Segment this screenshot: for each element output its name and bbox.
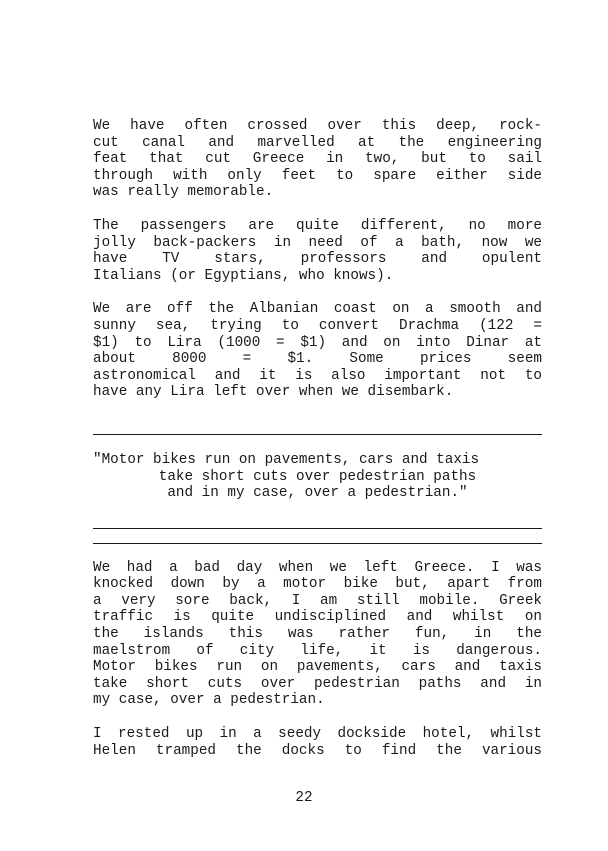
text-line: I rested up in a seedy dockside hotel, whilst [93,726,542,743]
page-number: 22 [295,790,313,806]
text-line: a very sore back, I am still mobile. Greek [93,592,542,609]
page-body [93,118,542,776]
text-line: astronomical and it is also important not to [93,367,542,384]
divider-bottom [93,543,542,544]
text-line: take short cuts over pedestrian paths and in [93,675,542,692]
paragraph-accident [93,560,542,709]
pull-quote-line: and in my case, over a pedestrian." [167,485,468,502]
text-line: knocked down by a motor bike but, apart from [93,576,542,593]
divider-top [93,434,542,435]
text-line: We are off the Albanian coast on a smooth and [93,301,542,318]
pull-quote-line: "Motor bikes run on pavements, cars and taxis [93,451,480,468]
text-line: have TV stars, professors and opulent [93,251,542,268]
text-line: have any Lira left over when we disembark. [93,384,454,401]
text-line: $1) to Lira (1000 = $1) and on into Dinar at [93,334,542,351]
paragraph-hotel [93,726,542,759]
text-line: jolly back-packers in need of a bath, now we [93,234,542,251]
text-line: We have often crossed over this deep, rock- [93,118,542,134]
pull-quote-line: take short cuts over pedestrian paths [158,468,477,485]
text-line: the islands this was rather fun, in the [93,626,542,643]
text-line: about 8000 = $1. Some prices seem [93,351,542,368]
text-line: was really memorable. [93,184,274,201]
text-line: feat that cut Greece in two, but to sail [93,151,542,168]
text-line: We had a bad day when we left Greece. I was [93,559,542,576]
text-line: through with only feet to spare either side [93,167,542,184]
text-line: Motor bikes run on pavements, cars and taxis [93,659,542,676]
paragraph-albanian-coast [93,301,542,401]
text-line: sunny sea, trying to convert Drachma (122 = [93,317,542,334]
text-line: Italians (or Egyptians, who knows). [93,267,394,284]
text-line: traffic is quite undisciplined and whilst on [93,609,542,626]
text-line: Helen tramped the docks to find the various [93,742,542,759]
paragraph-canal [93,118,542,201]
text-line: cut canal and marvelled at the engineering [93,134,542,151]
text-line: The passengers are quite different, no more [93,217,542,234]
text-line: my case, over a pedestrian. [93,692,325,709]
paragraph-passengers [93,218,542,284]
text-line: maelstrom of city life, it is dangerous. [93,642,542,659]
divider-middle [93,528,542,529]
pull-quote [93,452,542,502]
